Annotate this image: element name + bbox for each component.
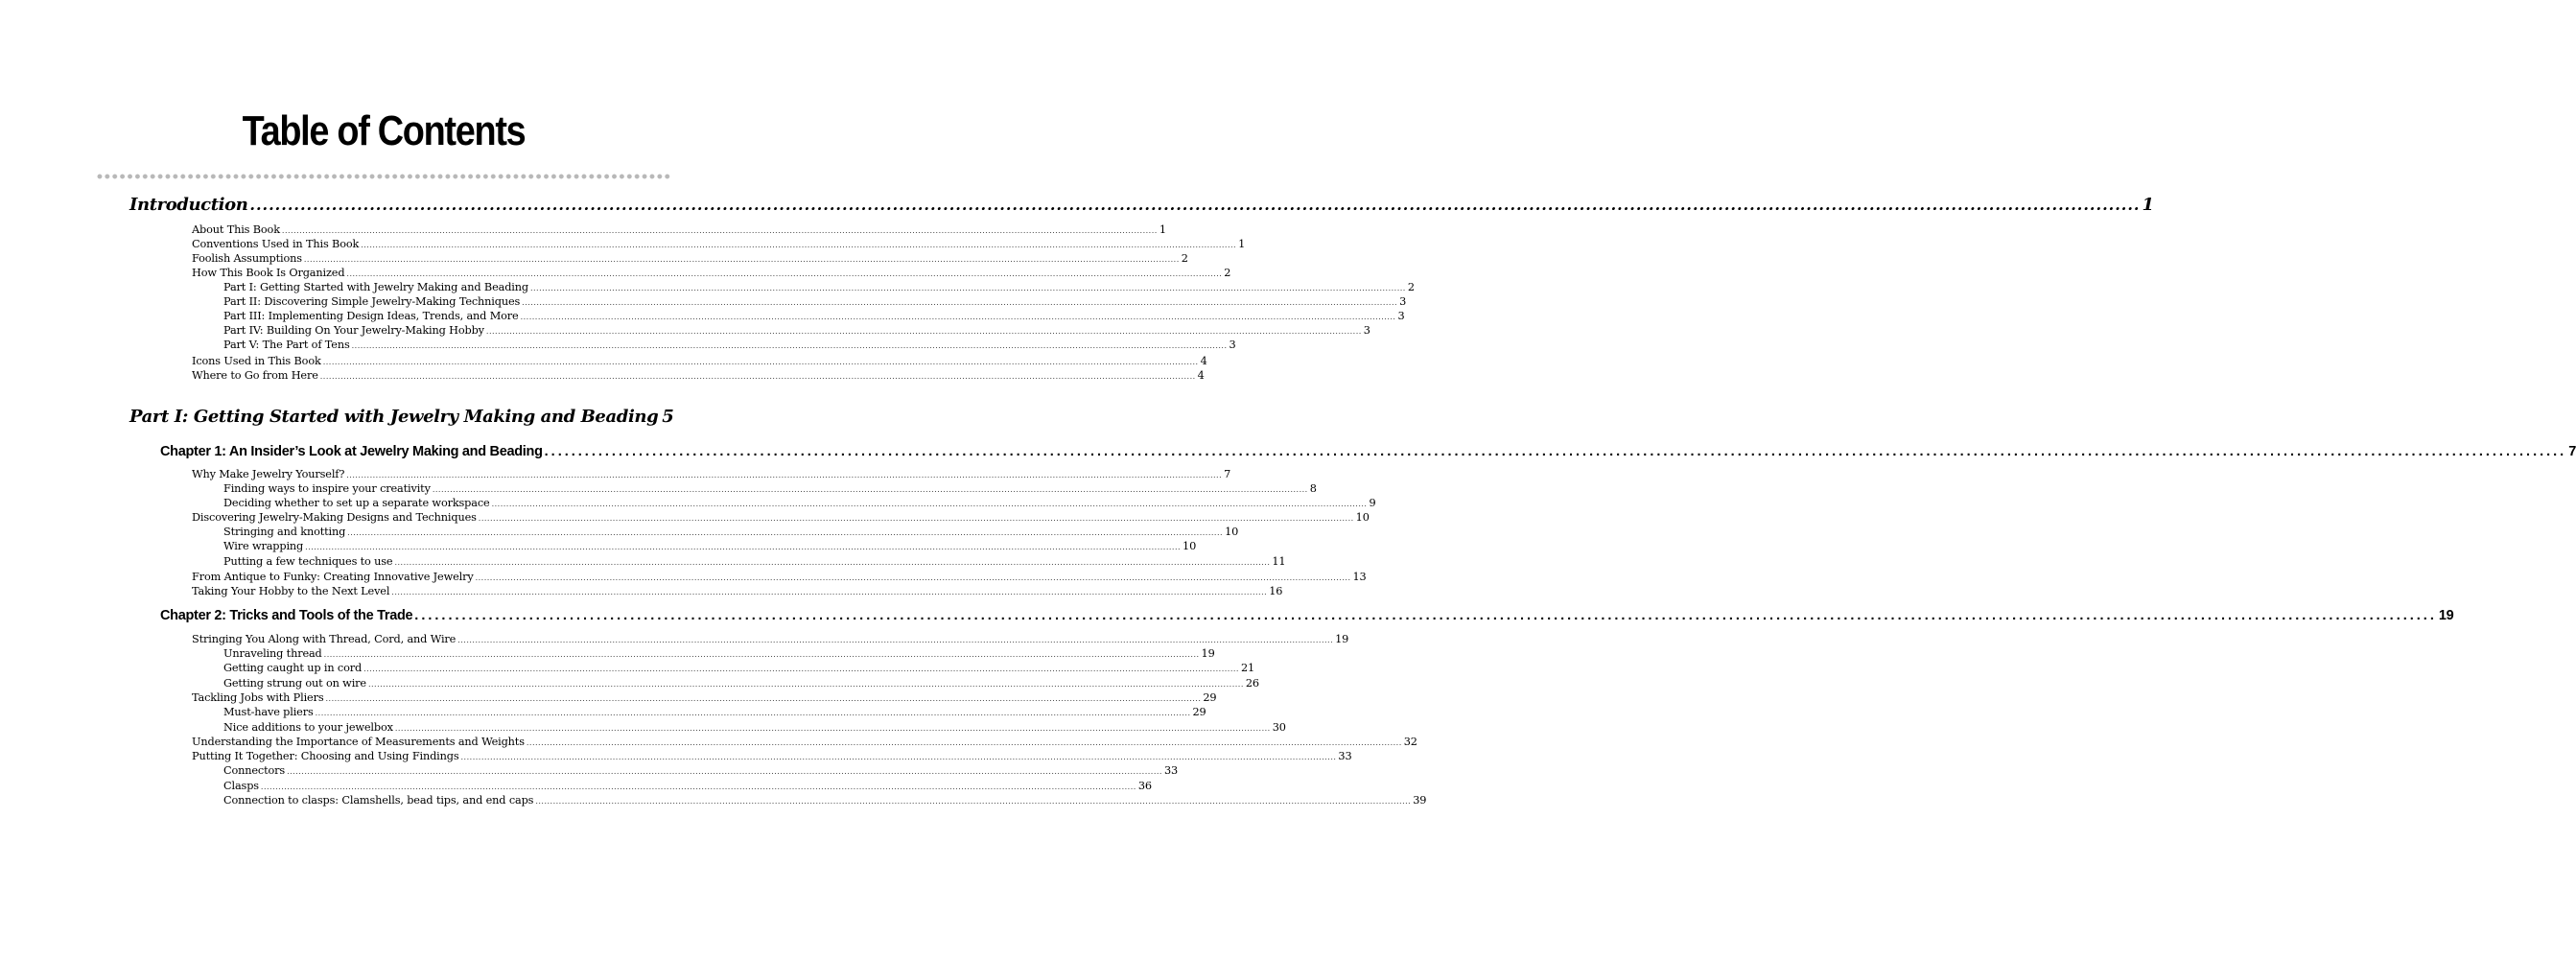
- toc-entry-title: Stringing and knotting: [223, 526, 346, 538]
- toc-entry-title: Clasps: [223, 780, 259, 792]
- toc-entry-title: Chapter 2: Tricks and Tools of the Trade: [160, 608, 413, 623]
- toc-entry-chapter: [160, 608, 2454, 623]
- toc-entry-head2: [223, 794, 1427, 807]
- toc-entry-title: How This Book Is Organized: [192, 267, 345, 279]
- toc-entry-page-number: 32: [1403, 736, 1417, 748]
- toc-entry-head2: [223, 780, 1152, 792]
- toc-entry-page-number: 13: [1352, 571, 1367, 583]
- toc-entry-page-number: 2: [1181, 252, 1188, 265]
- toc-entry-head2: [223, 526, 1239, 538]
- dot-leader: ............................................................................................................................................................................................................................................................................................................: [260, 783, 1136, 791]
- toc-entry-page-number: 39: [1413, 794, 1427, 807]
- toc-entry-head2: [223, 721, 1286, 734]
- toc-entry-title: Part I: Getting Started with Jewelry Making and Beading: [223, 281, 528, 293]
- toc-entry-page-number: 19: [1201, 647, 1215, 660]
- dot-leader: ............................................................................................................................................................................................................................................................................................................: [315, 709, 1191, 717]
- toc-entry-title: From Antique to Funky: Creating Innovative Jewelry: [192, 571, 474, 583]
- dot-leader: ............................................................................................................................................................................................................................................................................................................: [478, 514, 1354, 523]
- toc-entry-page-number: 5: [662, 407, 674, 427]
- toc-entry-title: Wire wrapping: [223, 540, 304, 552]
- toc-entry-title: Getting caught up in cord: [223, 662, 363, 674]
- dot-leader: ............................................................................................................................................................................................................................................................................................................: [367, 680, 1244, 689]
- toc-entry-title: Finding ways to inspire your creativity: [223, 482, 431, 495]
- toc-entry-page-number: 1: [1238, 238, 1246, 250]
- dot-leader: ............................................................................................................................................................................................................................................................................................................: [485, 327, 1362, 336]
- dot-leader: ............................................................................................................................................................................................................................................................................................................: [347, 528, 1224, 537]
- toc-entry-title: Connectors: [223, 764, 286, 777]
- toc-entry-head1: [192, 511, 1370, 524]
- toc-entry-title: Chapter 1: An Insider’s Look at Jewelry Making and Beading: [160, 444, 543, 459]
- toc-entry-head2: [223, 764, 1179, 777]
- toc-entry-head1: [192, 223, 1166, 236]
- dot-leader: ............................................................................................................................................................................................................................................................................................................: [322, 358, 1199, 366]
- toc-entry-page-number: 33: [1163, 764, 1179, 777]
- toc-entry-head2: [223, 482, 1317, 495]
- dot-leader: ............................................................................................................................................................................................................................................................................................................: [323, 650, 1200, 659]
- toc-entry-title: Taking Your Hobby to the Next Level: [192, 585, 390, 597]
- toc-entry-page-number: 3: [1363, 324, 1370, 337]
- dot-leader: ............................................................................................................................................................................................................................................................................................................: [460, 753, 1337, 761]
- toc-entry-head2: [223, 555, 1286, 568]
- toc-entry-page-number: 19: [1335, 633, 1349, 645]
- dot-leader: ............................................................................................................................................................................................................................................................................................................: [281, 226, 1158, 235]
- dot-leader: ............................................................................................................................................................................................................................................................................................................: [526, 738, 1402, 747]
- toc-entry-head2: [223, 647, 1215, 660]
- toc-entry-page-number: 2: [1224, 267, 1231, 279]
- dot-leader: ............................................................................................................................................................................................................................................................................................................: [394, 558, 1271, 567]
- toc-entry-title: Icons Used in This Book: [192, 355, 321, 367]
- toc-entry-title: Part I: Getting Started with Jewelry Making and Beading: [129, 407, 659, 427]
- toc-entry-page-number: 21: [1240, 662, 1255, 674]
- toc-entry-head1: [192, 585, 1283, 597]
- dot-leader: ............................................................................................................................................................................................................................................................................................................: [346, 471, 1223, 480]
- toc-entry-title: Why Make Jewelry Yourself?: [192, 468, 345, 480]
- toc-entry-title: About This Book: [192, 223, 280, 236]
- toc-entry-page-number: 10: [1183, 540, 1197, 552]
- toc-entry-page-number: 16: [1269, 585, 1283, 597]
- toc-entry-page-number: 29: [1203, 691, 1217, 704]
- toc-entry-page-number: 26: [1245, 677, 1259, 690]
- toc-entry-page-number: 3: [1397, 310, 1405, 322]
- dot-leader: ............................................................................................................................................................................................................................................................................................................: [287, 767, 1162, 776]
- toc-entry-page-number: 4: [1200, 355, 1207, 367]
- toc-entry-head2: [223, 281, 1415, 293]
- dot-leader: ............................................................................................................................................................................................................................................................................................................: [544, 444, 2567, 459]
- toc-entry-title: Must-have pliers: [223, 706, 314, 718]
- dot-leader: ............................................................................................................................................................................................................................................................................................................: [325, 694, 1202, 703]
- toc-entry-page-number: 19: [2438, 608, 2454, 623]
- toc-entry-title: Deciding whether to set up a separate workspace: [223, 497, 490, 509]
- dot-leader: ............................................................................................................................................................................................................................................................................................................: [475, 573, 1351, 582]
- toc-entry-head1: [192, 468, 1231, 480]
- toc-entry-head1: [192, 369, 1205, 382]
- toc-entry-title: Part II: Discovering Simple Jewelry-Making Techniques: [223, 295, 521, 308]
- toc-entry-title: Part IV: Building On Your Jewelry-Making Hobby: [223, 324, 484, 337]
- dot-leader: ............................................................................................................................................................................................................................................................................................................: [303, 255, 1180, 264]
- toc-entry-page-number: 2: [1407, 281, 1415, 293]
- dot-leader: ............................................................................................................................................................................................................................................................................................................: [394, 724, 1271, 733]
- dot-leader: ............................................................................................................................................................................................................................................................................................................: [414, 608, 2437, 623]
- dot-leader: ............................................................................................................................................................................................................................................................................................................: [522, 298, 1398, 307]
- toc-entry-head1: [192, 750, 1352, 762]
- toc-entry-page-number: 1: [1159, 223, 1166, 236]
- dotted-divider: [96, 173, 671, 180]
- dot-leader: ............................................................................................................................................................................................................................................................................................................: [361, 241, 1237, 249]
- toc-entry-head1: [192, 238, 1246, 250]
- toc-entry-head2: [223, 295, 1407, 308]
- toc-entry-page-number: 36: [1137, 780, 1152, 792]
- toc-entry-title: Stringing You Along with Thread, Cord, and Wire: [192, 633, 457, 645]
- dot-leader: ............................................................................................................................................................................................................................................................................................................: [363, 665, 1239, 673]
- toc-entry-page-number: 29: [1192, 706, 1206, 718]
- toc-entry-head2: [223, 677, 1259, 690]
- toc-entry-page-number: 10: [1225, 526, 1239, 538]
- toc-entry-title: Tackling Jobs with Pliers: [192, 691, 324, 704]
- toc-entry-page-number: 11: [1272, 555, 1286, 568]
- toc-entry-head1: [192, 252, 1188, 265]
- toc-entry-title: Nice additions to your jewelbox: [223, 721, 393, 734]
- toc-entry-title: Introduction: [129, 195, 248, 215]
- toc-entry-part: [129, 407, 674, 427]
- toc-entry-head2: [223, 540, 1197, 552]
- toc-entry-page-number: 30: [1272, 721, 1286, 734]
- dot-leader: ............................................................................................................................................................................................................................................................................................................: [305, 543, 1182, 551]
- toc-entry-head2: [223, 497, 1376, 509]
- toc-entry-page-number: 1: [2142, 195, 2154, 215]
- toc-entry-head2: [223, 310, 1405, 322]
- toc-entry-title: Getting strung out on wire: [223, 677, 366, 690]
- toc-entry-head2: [223, 324, 1370, 337]
- dot-leader: ............................................................................................................................................................................................................................................................................................................: [432, 485, 1308, 494]
- toc-entry-title: Where to Go from Here: [192, 369, 318, 382]
- toc-entry-title: Connection to clasps: Clamshells, bead tips, and end caps: [223, 794, 534, 807]
- toc-entry-head2: [223, 706, 1206, 718]
- toc-entry-title: Foolish Assumptions: [192, 252, 302, 265]
- dot-leader: ............................................................................................................................................................................................................................................................................................................: [249, 196, 2141, 214]
- toc-entry-page-number: 3: [1229, 339, 1236, 351]
- toc-entry-title: Discovering Jewelry-Making Designs and Techniques: [192, 511, 477, 524]
- toc-entry-page-number: 33: [1338, 750, 1352, 762]
- dot-leader: ............................................................................................................................................................................................................................................................................................................: [391, 588, 1268, 596]
- dot-leader: ............................................................................................................................................................................................................................................................................................................: [529, 284, 1406, 292]
- toc-entry-head2: [223, 662, 1255, 674]
- dot-leader: ............................................................................................................................................................................................................................................................................................................: [346, 269, 1223, 278]
- toc-entry-title: Putting It Together: Choosing and Using Findings: [192, 750, 459, 762]
- dot-leader: ............................................................................................................................................................................................................................................................................................................: [351, 341, 1228, 350]
- page-title: Table of Contents: [242, 107, 526, 154]
- toc-entry-page-number: 4: [1197, 369, 1205, 382]
- toc-entry-page-number: 10: [1355, 511, 1370, 524]
- dot-leader: ............................................................................................................................................................................................................................................................................................................: [319, 372, 1196, 381]
- toc-entry-head1: [192, 355, 1207, 367]
- toc-entry-title: Putting a few techniques to use: [223, 555, 393, 568]
- toc-entry-chapter: [160, 444, 2576, 459]
- toc-entry-page-number: 7: [1224, 468, 1231, 480]
- toc-entry-head1: [192, 691, 1217, 704]
- toc-entry-title: Part V: The Part of Tens: [223, 339, 350, 351]
- toc-entry-title: Unraveling thread: [223, 647, 322, 660]
- toc-entry-page-number: 3: [1399, 295, 1407, 308]
- dot-leader: ............................................................................................................................................................................................................................................................................................................: [457, 636, 1334, 644]
- toc-entry-title: Conventions Used in This Book: [192, 238, 360, 250]
- toc-entry-title: Part III: Implementing Design Ideas, Trends, and More: [223, 310, 519, 322]
- toc-entry-page-number: 9: [1369, 497, 1376, 509]
- dot-leader: ............................................................................................................................................................................................................................................................................................................: [491, 500, 1368, 508]
- dot-leader: ............................................................................................................................................................................................................................................................................................................: [535, 797, 1412, 806]
- toc-entry-page-number: 8: [1309, 482, 1317, 495]
- toc-entry-part: [129, 195, 2154, 215]
- toc-entry-head1: [192, 267, 1231, 279]
- toc-entry-page-number: 7: [2568, 444, 2576, 459]
- dot-leader: ............................................................................................................................................................................................................................................................................................................: [520, 313, 1396, 321]
- toc-entry-head1: [192, 633, 1349, 645]
- toc-entry-head1: [192, 571, 1367, 583]
- toc-entry-title: Understanding the Importance of Measurements and Weights: [192, 736, 525, 748]
- toc-entry-head2: [223, 339, 1236, 351]
- toc-entry-head1: [192, 736, 1417, 748]
